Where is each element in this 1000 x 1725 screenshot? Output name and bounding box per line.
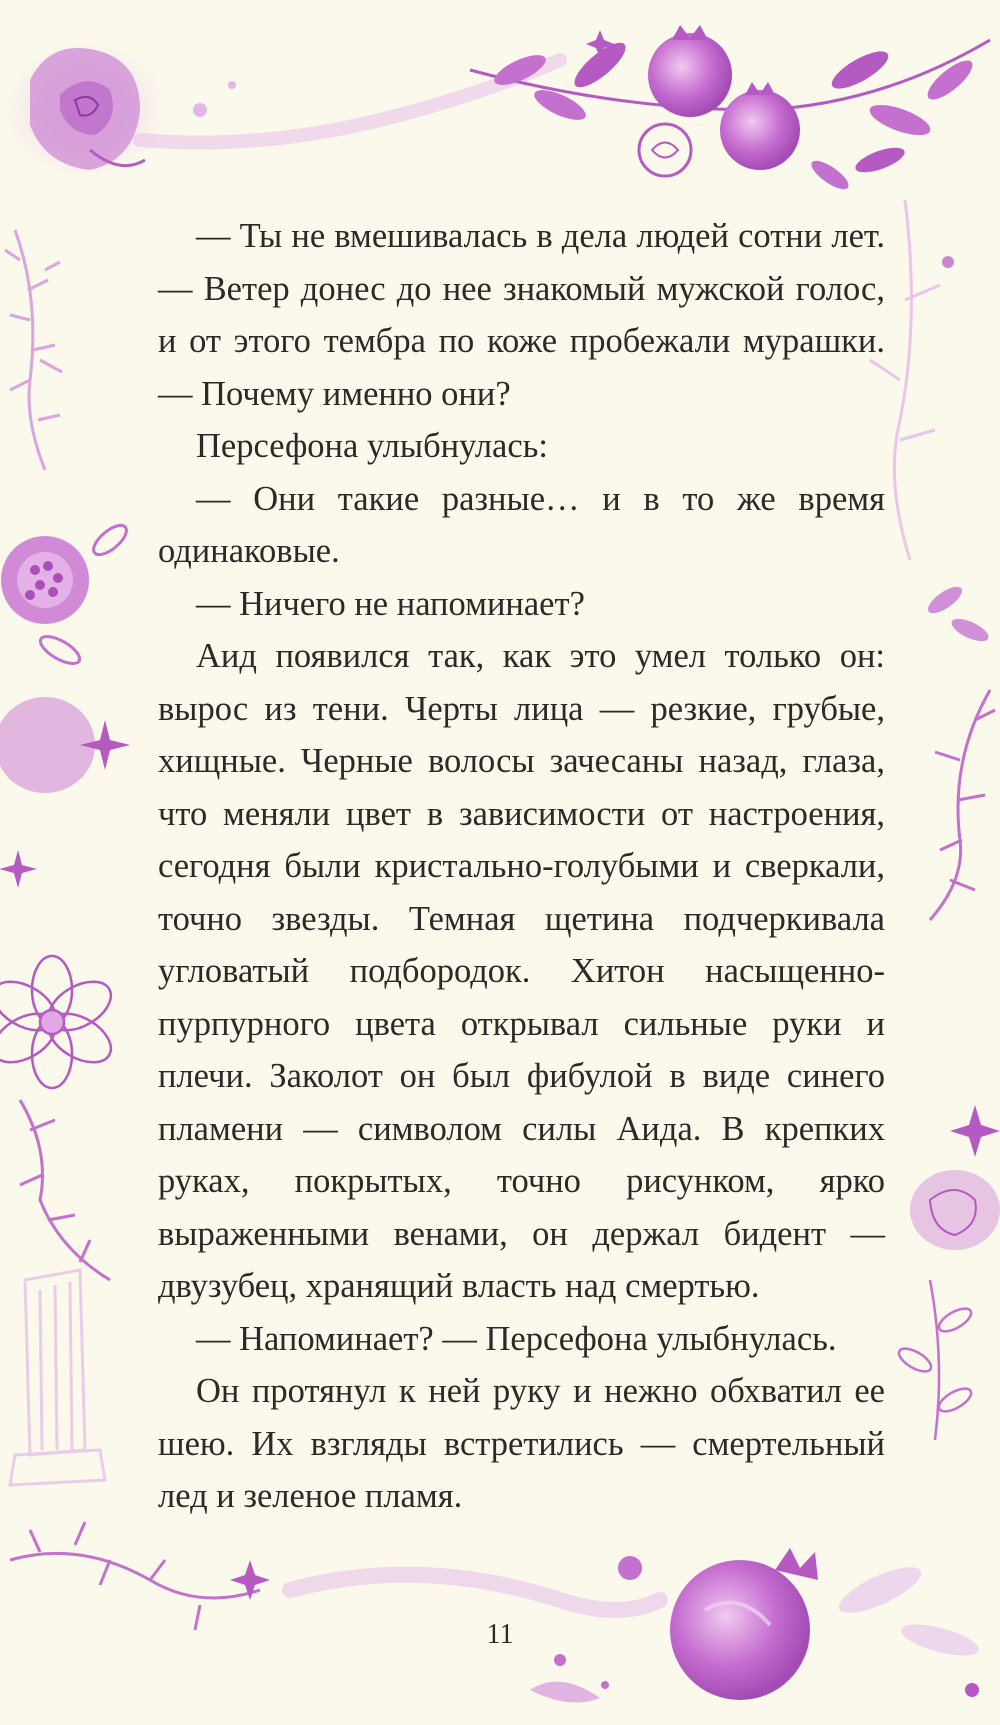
- main-text: [158, 210, 885, 1523]
- thorny-twig-left-lower: [20, 1100, 110, 1280]
- rose-top-left: [5, 42, 165, 178]
- thorny-branch-left: [5, 230, 62, 470]
- ink-splatter: [965, 1683, 979, 1697]
- ink-splatter: [228, 81, 236, 89]
- ink-splatter: [193, 103, 207, 117]
- paragraph: Он протянул к ней руку и нежно обхватил ее шею. Их взгляды встретились — смертельный лед и зеленое пламя.: [158, 1372, 885, 1515]
- thorny-branch-right: [924, 582, 995, 920]
- ink-splatter: [530, 1682, 600, 1703]
- laurel-branch-top-right: [470, 25, 990, 194]
- violet-wash-left: [0, 697, 130, 888]
- pomegranate-left: [1, 520, 131, 669]
- ink-splatter: [554, 1654, 566, 1666]
- broken-column-left: [10, 1270, 105, 1485]
- top-vine-wash: [140, 60, 560, 143]
- paragraph: — Они такие разные… и в то же время одинаковые.: [158, 479, 885, 570]
- paragraph: Персефона улыбнулась:: [196, 427, 548, 465]
- thorny-branch-bottom-left: [10, 1522, 260, 1630]
- paragraph: Аид появился так, как это умел только он: вырос из тени. Черты лица — резкие, грубые, хищные. Черные волосы зачесаны назад, глаза, что меняли цвет в зависимости от настроения, сегодня были кристально-голубыми и сверкали, точно звезды. Темная щетина подчеркивала угловатый подбородок. Хитон насыщенно-пурпурного цвета открывал сильные руки и плечи. Заколот он был фибулой в виде синего пламени — символом силы Аида. В крепких руках, покрытых, точно рисунком, ярко выраженными венами, он держал бидент — двузубец, хранящий власть над смертью.: [158, 637, 885, 1305]
- narcissus-flower-left: [0, 956, 119, 1088]
- paragraph: — Ничего не напоминает?: [196, 584, 585, 623]
- ink-splatter: [601, 1681, 609, 1689]
- leafy-stem-right: [895, 1280, 974, 1440]
- page-number: 11: [486, 1619, 514, 1650]
- paragraph: — Напоминает? — Персефона улыбнулась.: [196, 1319, 837, 1358]
- sparkle-star-right: [950, 1105, 1000, 1157]
- paragraph: — Ты не вмешивалась в дела людей сотни лет. — Ветер донес до нее знакомый мужской голос, и от этого тембра по коже пробежали мурашки. — Почему именно они?: [158, 217, 885, 413]
- bottom-wash: [290, 1575, 660, 1610]
- sparkle-star-bottom: [230, 1560, 270, 1600]
- rose-right: [910, 1170, 1000, 1250]
- ink-splatter: [618, 1556, 642, 1580]
